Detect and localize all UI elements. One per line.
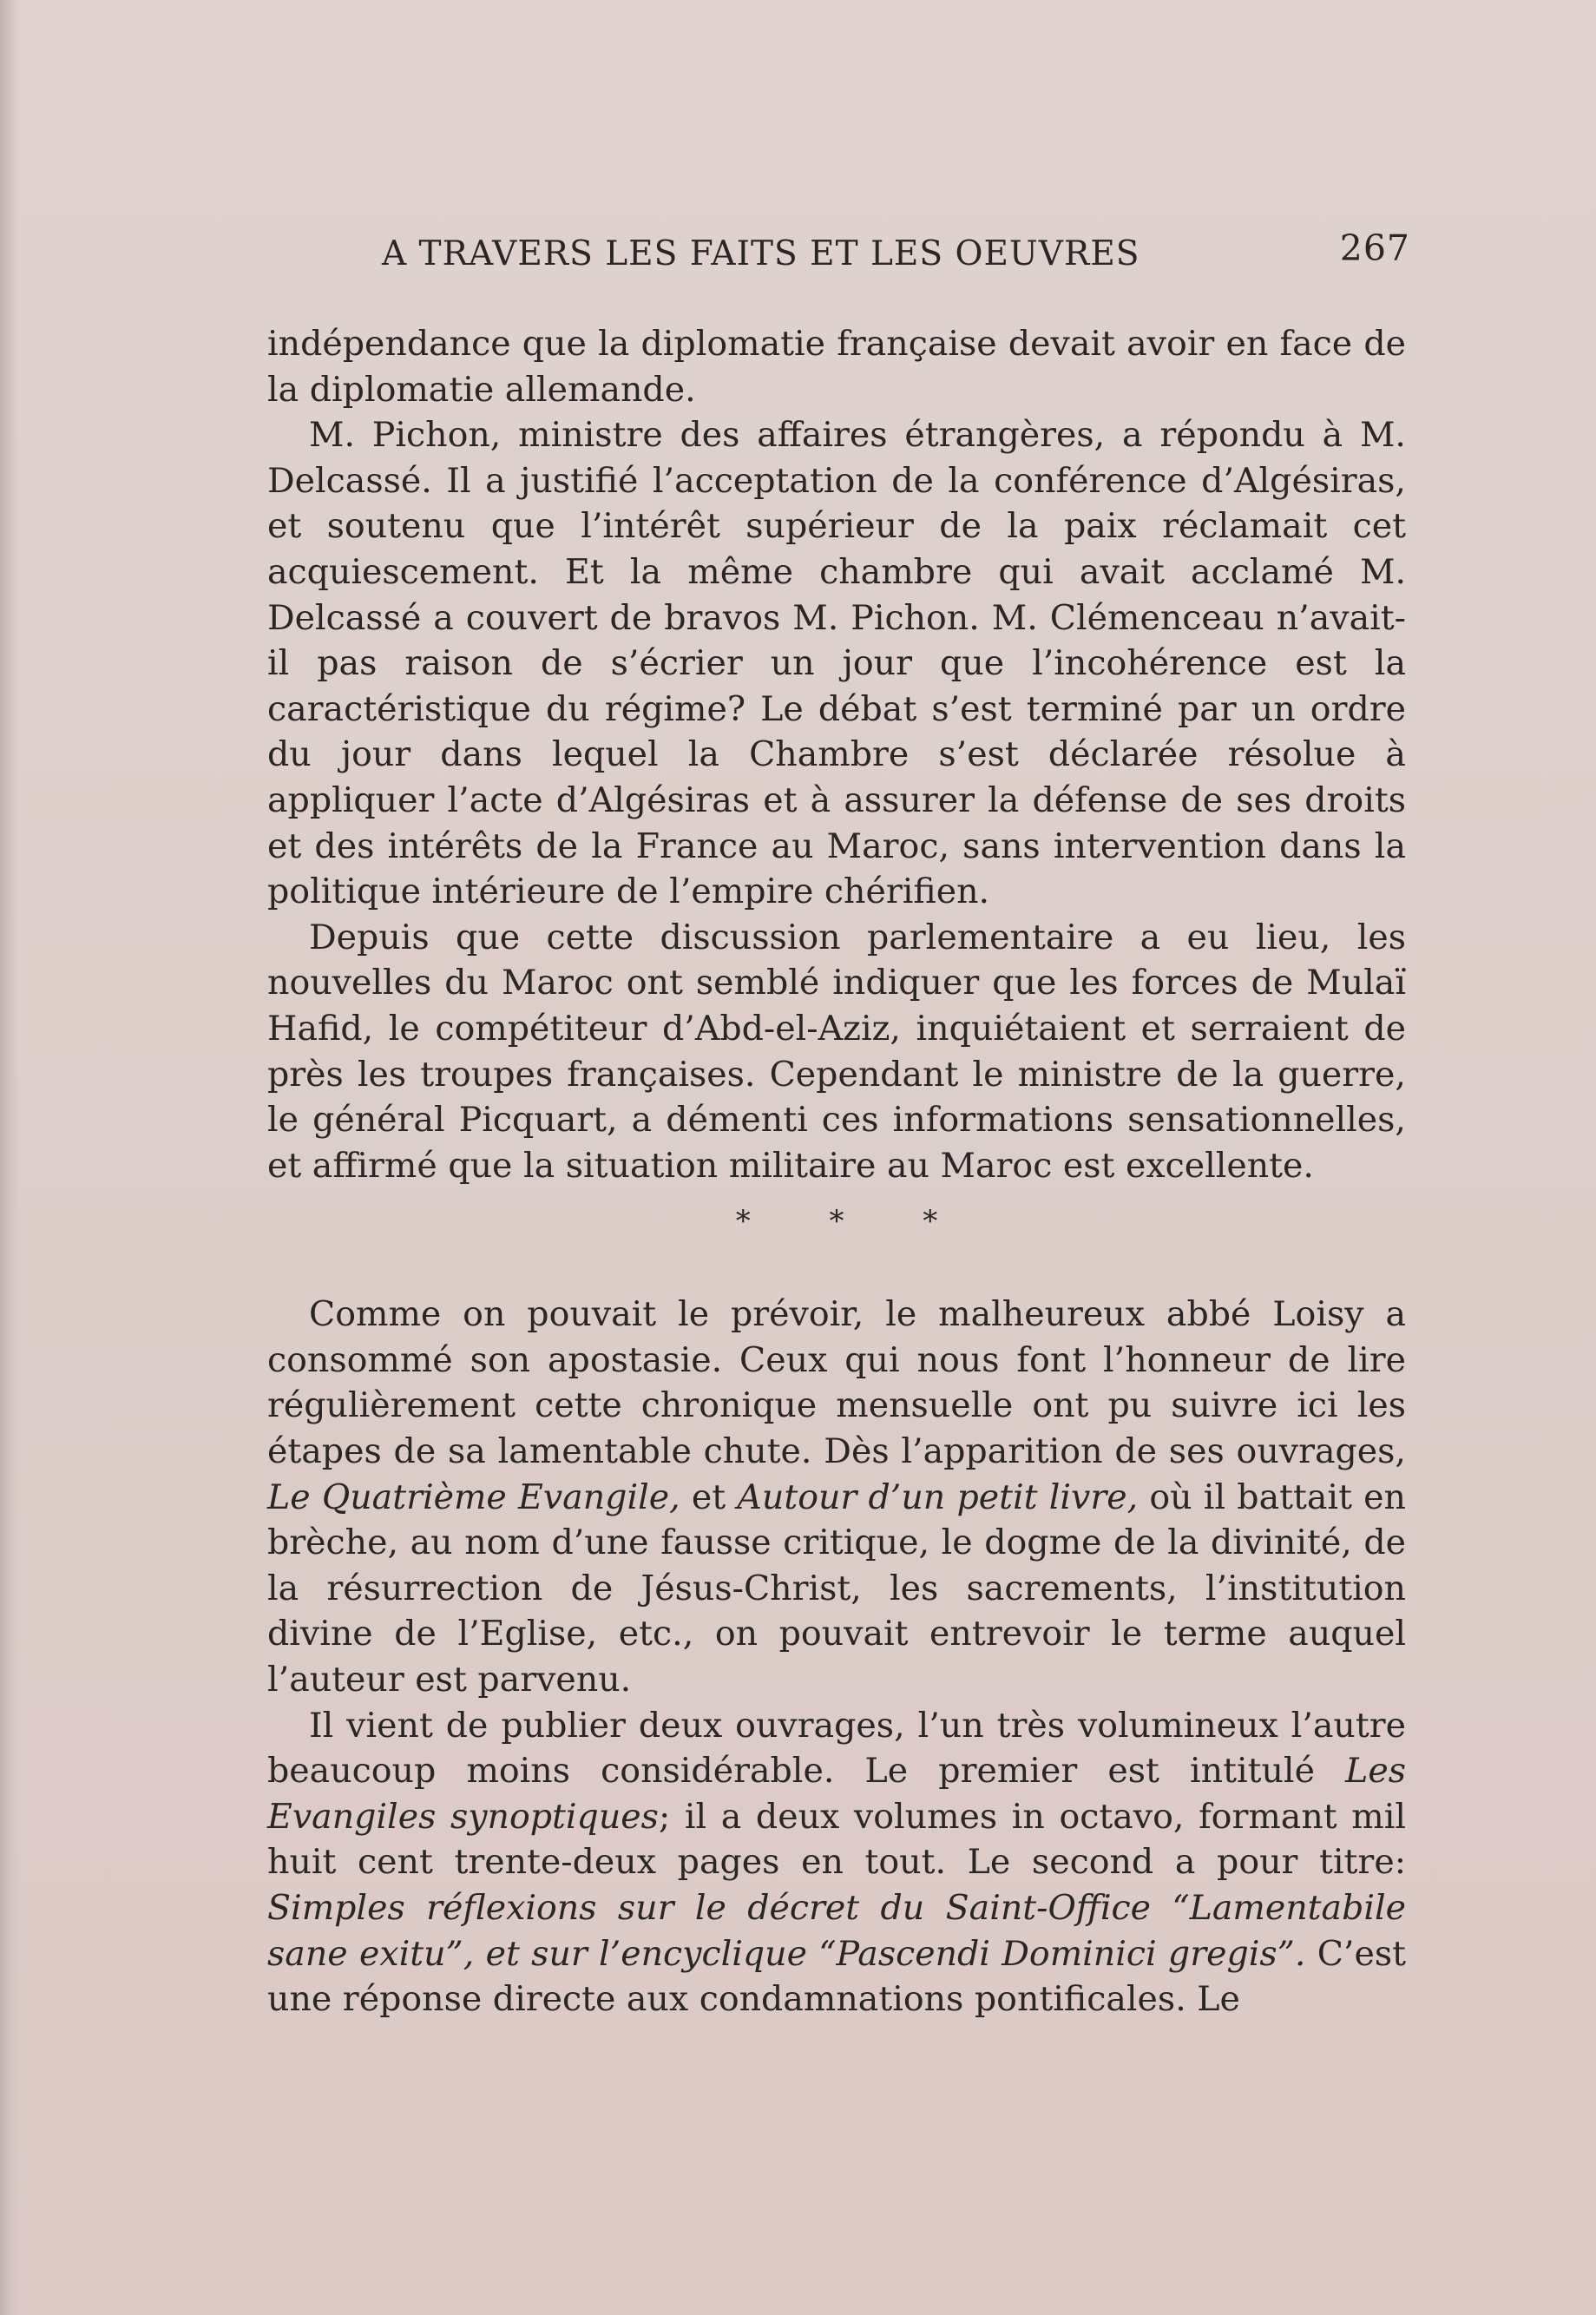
ouvrages-text-1: Il vient de publier deux ouvrages, l’un très volumineux l’autre beaucoup moins considérable. Le premier est intitulé <box>267 1705 1406 1792</box>
book-title-evangiles-synoptiques: Les Evangiles synoptiques <box>267 1751 1406 1837</box>
running-header <box>267 227 1410 280</box>
paragraph-ouvrages <box>267 1703 1406 2022</box>
section-separator: * * * <box>735 1204 973 1240</box>
running-title: A TRAVERS LES FAITS ET LES OEUVRES <box>382 234 1140 273</box>
book-title-simples-reflexions: Simples réflexions sur le décret du Saint-Office “Lamentabile sane exitu”, et sur l’encyclique “Pascendi Dominici gregis”. <box>267 1888 1406 1974</box>
body-text <box>267 321 1406 2022</box>
page-number: 267 <box>1339 227 1410 269</box>
loisy-text-2: et <box>680 1476 738 1517</box>
book-title-autour-petit-livre: Autour d’un petit livre, <box>737 1476 1139 1517</box>
loisy-text-1: Comme on pouvait le prévoir, le malheureux abbé Loisy a consommé son apostasie. Ceux qui nous font l’honneur de lire régulièrement cette chronique mensuelle ont pu suivre ici les étapes de sa lamentable chute. Dès l’apparition de ses ouvrages, <box>267 1294 1406 1472</box>
ouvrages-text-3: C’est une réponse directe aux condamnations pontificales. Le <box>267 1933 1407 2020</box>
ouvrages-text-2: ; il a deux volumes in octavo, formant mil huit cent trente-deux pages en tout. Le second a pour titre: <box>267 1796 1407 1883</box>
paragraph-loisy <box>267 1292 1406 1702</box>
book-title-quatrieme-evangile: Le Quatrième Evangile, <box>267 1476 680 1517</box>
page-edge-shadow <box>0 0 19 2315</box>
paragraph-pichon: M. Pichon, ministre des affaires étrangères, a répondu à M. Delcassé. Il a justifié l’acceptation de la conférence d’Algésiras, et soutenu que l’intérêt supérieur de la paix réclamait cet acquiescement. Et la même chambre qui avait acclamé M. Delcassé a couvert de bravos M. Pichon. M. Clémenceau n’avait-il pas raison de s’écrier un jour que l’incohérence est la caractéristique du régime? Le débat s’est terminé par un ordre du jour dans lequel la Chambre s’est déclarée résolue à appliquer l’acte d’Algésiras et à assurer la défense de ses droits et des intérêts de la France au Maroc, sans intervention dans la politique intérieure de l’empire chérifien. <box>267 415 1406 912</box>
book-page <box>267 227 1410 2022</box>
loisy-text-3: où il battait en brèche, au nom d’une fausse critique, le dogme de la divinité, de la résurrection de Jésus-Christ, les sacrements, l’institution divine de l’Eglise, etc., on pouvait entrevoir le terme auquel l’auteur est parvenu. <box>267 1476 1406 1700</box>
paragraph-maroc: Depuis que cette discussion parlementaire a eu lieu, les nouvelles du Maroc ont semblé indiquer que les forces de Mulaï Hafid, le compétiteur d’Abd-el-Aziz, inquiétaient et serraient de près les troupes françaises. Cependant le ministre de la guerre, le général Picquart, a démenti ces informations sensationnelles, et affirmé que la situation militaire au Maroc est excellente. <box>267 917 1406 1186</box>
paragraph-continuation: indépendance que la diplomatie française devait avoir en face de la diplomatie allemande. <box>267 324 1406 410</box>
